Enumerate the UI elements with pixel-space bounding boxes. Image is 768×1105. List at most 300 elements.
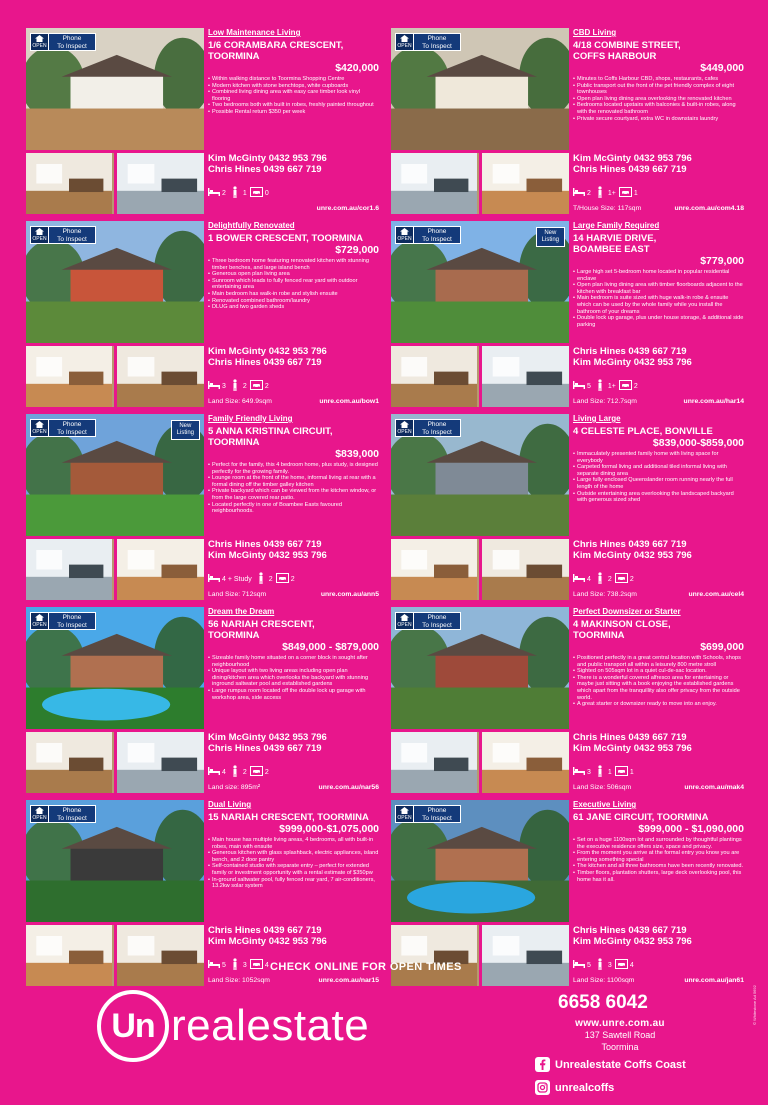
agent-contact[interactable]: Kim McGinty 0432 953 796 — [208, 550, 327, 561]
badge-phone-text: Phone — [62, 35, 82, 42]
feature-bullet: • The kitchen and all three bathrooms have been recently renovated. — [573, 863, 744, 870]
agent-contact[interactable]: Chris Hines 0439 667 719 — [573, 925, 687, 936]
thumbnail-photo[interactable] — [391, 732, 479, 793]
listing-info — [208, 607, 379, 793]
thumbnail-strip — [391, 925, 569, 986]
phone-to-inspect-badge — [395, 805, 461, 823]
feature-bullet: • Large high set 5-bedroom home located in popular residential enclave — [573, 269, 744, 282]
listing-address: 5 ANNA KRISTINA CIRCUIT, TOORMINA — [208, 426, 333, 448]
feature-bullet: • Located perfectly in one of Boambee Easts favoured neighbourhoods. — [208, 502, 379, 515]
car-icon — [615, 766, 628, 778]
listing-price: $699,000 — [700, 641, 744, 653]
car-count: 4 — [629, 961, 634, 969]
listing-url[interactable]: unre.com.au/jan61 — [684, 977, 744, 984]
thumbnail-photo[interactable] — [391, 153, 479, 214]
feature-bullet: • Main house has multiple living areas, 4 bedrooms, all with built-in robes, main with ensuite — [208, 837, 379, 850]
land-size: Land Size: 506sqm — [573, 784, 632, 791]
listing-price: $779,000 — [700, 255, 744, 267]
property-photo[interactable] — [26, 414, 204, 536]
listing-address: 4/18 COMBINE STREET, COFFS HARBOUR — [573, 40, 681, 62]
listing-price: $839,000-$859,000 — [652, 437, 744, 449]
phone-to-inspect-badge — [395, 612, 461, 630]
car-icon — [615, 959, 628, 971]
unrealestate-logo[interactable] — [97, 990, 369, 1062]
phone-to-inspect-badge — [30, 612, 96, 630]
land-size: Land Size: 649.9sqm — [208, 398, 272, 405]
agent-contact[interactable]: Kim McGinty 0432 953 796 — [573, 153, 692, 164]
listing-info — [208, 28, 379, 214]
badge-inspect-text: To Inspect — [57, 814, 87, 822]
listing-card[interactable] — [26, 28, 379, 214]
feature-list — [573, 269, 744, 328]
feature-bullet: • Possible Rental return $350 per week — [208, 109, 379, 116]
town: Toormina — [601, 1042, 639, 1052]
agents — [573, 346, 744, 368]
bed-icon — [573, 188, 585, 198]
office-phone[interactable]: 6658 6042 — [558, 992, 648, 1013]
phone-to-inspect-badge — [395, 419, 461, 437]
car-icon — [276, 573, 289, 585]
feature-bullet: • Main bedroom is suite sized with huge walk-in robe & ensuite which can be used by the whole family while you install the bathroom of your dreams — [573, 295, 744, 315]
thumbnail-strip — [26, 153, 204, 214]
property-features — [208, 571, 295, 587]
listing-suburb: TOORMINA — [208, 437, 260, 448]
listing-info — [573, 28, 744, 214]
thumbnail-photo[interactable] — [482, 732, 570, 793]
thumbnail-photo[interactable] — [117, 732, 205, 793]
bath-count: 2 — [242, 768, 247, 776]
feature-bullet: • Within walking distance to Toormina Shopping Centre — [208, 76, 379, 83]
open-house-icon: OPEN — [396, 806, 414, 822]
property-features — [573, 378, 638, 394]
feature-bullet: • Double lock up garage, plus under house storage, & additional side parking — [573, 315, 744, 328]
feature-list — [573, 451, 744, 504]
bed-count: 5 — [587, 382, 591, 390]
listing-price: $420,000 — [335, 62, 379, 74]
instagram-icon — [535, 1080, 550, 1095]
listing-price: $849,000 - $879,000 — [282, 641, 379, 653]
bed-icon — [573, 574, 585, 584]
listing-heading: Executive Living — [573, 800, 637, 809]
thumbnail-strip — [26, 346, 204, 407]
listing-price: $999,000 - $1,090,000 — [638, 823, 744, 835]
bed-count: 4 + Study — [222, 575, 252, 583]
bath-count: 2 — [268, 575, 273, 583]
listing-card[interactable] — [391, 800, 744, 986]
website-link[interactable]: www.unre.com.au — [575, 1018, 665, 1029]
listing-address: 1/6 CORAMBARA CRESCENT, TOORMINA — [208, 40, 344, 62]
listing-footer — [573, 976, 744, 985]
property-features — [208, 185, 269, 201]
thumbnail-photo[interactable] — [117, 346, 205, 407]
bed-icon — [208, 188, 220, 198]
badge-phone-text: Phone — [427, 807, 447, 814]
property-photo[interactable] — [26, 800, 204, 922]
listing-info — [573, 800, 744, 986]
facebook-link[interactable] — [535, 1057, 686, 1072]
agent-contact[interactable]: Kim McGinty 0432 953 796 — [573, 357, 692, 368]
listing-url[interactable]: unre.com.au/cel4 — [688, 591, 744, 598]
thumbnail-photo[interactable] — [482, 153, 570, 214]
agents — [573, 539, 744, 561]
property-photo[interactable] — [391, 414, 569, 536]
badge-phone-text: Phone — [427, 614, 447, 621]
bath-icon — [229, 958, 241, 972]
listing-address: 4 MAKINSON CLOSE, TOORMINA — [573, 619, 671, 641]
car-icon — [250, 187, 263, 199]
listing-address: 14 HARVIE DRIVE, BOAMBEE EAST — [573, 233, 657, 255]
badge-inspect-text: To Inspect — [422, 235, 452, 243]
thumbnail-photo[interactable] — [117, 925, 205, 986]
property-features — [573, 764, 634, 780]
bath-icon — [229, 765, 241, 779]
bath-icon — [229, 379, 241, 393]
feature-bullet: • Sunroom which leads to fully fenced rear yard with outdoor entertaining area — [208, 278, 379, 291]
listing-card[interactable] — [26, 221, 379, 407]
feature-bullet: • Private secure courtyard, extra WC in downstairs laundry — [573, 116, 744, 123]
listing-footer — [208, 397, 379, 406]
agent-contact[interactable]: Chris Hines 0439 667 719 — [208, 539, 322, 550]
property-features — [573, 957, 634, 973]
listing-info — [208, 414, 379, 600]
car-icon — [619, 380, 632, 392]
bath-icon — [594, 572, 606, 586]
badge-phone-text: Phone — [62, 421, 82, 428]
thumbnail-photo[interactable] — [26, 346, 114, 407]
listing-url[interactable]: unre.com.au/ann5 — [320, 591, 379, 598]
thumbnail-photo[interactable] — [482, 346, 570, 407]
feature-bullet: • Perfect for the family, this 4 bedroom home, plus study, is designed perfectly for the growing family. — [208, 462, 379, 475]
agent-contact[interactable]: Kim McGinty 0432 953 796 — [208, 936, 327, 947]
listing-card[interactable] — [391, 221, 744, 407]
feature-bullet: • Renovated combined bathroom/laundry — [208, 298, 379, 305]
badge-inspect-text: To Inspect — [57, 235, 87, 243]
property-features — [208, 957, 269, 973]
thumbnail-photo[interactable] — [26, 925, 114, 986]
open-house-icon: OPEN — [396, 227, 414, 243]
thumbnail-strip — [391, 153, 569, 214]
listing-card[interactable] — [26, 800, 379, 986]
open-house-icon: OPEN — [31, 34, 49, 50]
fine-print: © Whitestone Ad 5692 — [752, 985, 757, 1025]
open-house-icon: OPEN — [396, 613, 414, 629]
bath-count: 2 — [242, 382, 247, 390]
feature-bullet: • Positioned perfectly in a great central location with Schools, shops and public transport all within a leisurely 800 metre stroll — [573, 655, 744, 668]
listing-url[interactable]: unre.com.au/com4.18 — [674, 205, 744, 212]
agent-contact[interactable]: Chris Hines 0439 667 719 — [208, 743, 322, 754]
bath-icon — [255, 572, 267, 586]
feature-bullet: • Self-contained studio with separate entry – perfect for extended family or investment opportunity with a rental estimate of $350pw — [208, 863, 379, 876]
property-photo[interactable] — [26, 607, 204, 729]
car-count: 1 — [629, 768, 634, 776]
feature-bullet: • Outside entertaining area overlooking the landscaped backyard with generous sized shed — [573, 491, 744, 504]
bed-icon — [573, 767, 585, 777]
thumbnail-strip — [26, 925, 204, 986]
listings-grid — [26, 28, 744, 986]
badge-inspect-text: To Inspect — [57, 428, 87, 436]
car-count: 1 — [633, 189, 638, 197]
listing-url[interactable]: unre.com.au/bow1 — [319, 398, 379, 405]
listing-heading: CBD Living — [573, 28, 617, 37]
property-photo[interactable] — [26, 28, 204, 150]
listing-footer — [208, 204, 379, 213]
listing-price: $839,000 — [335, 448, 379, 460]
listing-url[interactable]: unre.com.au/nar56 — [318, 784, 379, 791]
thumbnail-strip — [391, 539, 569, 600]
feature-list — [208, 76, 379, 116]
new-listing-badge: New Listing — [171, 420, 200, 440]
bath-icon — [594, 958, 606, 972]
feature-bullet: • Generous open plan living area — [208, 271, 379, 278]
logo-ring: Un — [97, 990, 169, 1062]
car-count: 2 — [633, 382, 638, 390]
listing-url[interactable]: unre.com.au/cor1.6 — [316, 205, 379, 212]
bath-count: 2 — [607, 575, 612, 583]
land-size: T/House Size: 117sqm — [573, 205, 642, 212]
phone-to-inspect-badge — [30, 226, 96, 244]
bed-count: 3 — [222, 382, 226, 390]
listing-footer — [208, 590, 379, 599]
bed-count: 4 — [587, 575, 591, 583]
bed-count: 4 — [222, 768, 226, 776]
feature-bullet: • Private backyard which can be viewed from the kitchen window, or from the large covered rear patio. — [208, 488, 379, 501]
agent-contact[interactable]: Chris Hines 0439 667 719 — [573, 539, 687, 550]
badge-inspect-text: To Inspect — [57, 42, 87, 50]
car-icon — [250, 959, 263, 971]
thumbnail-photo[interactable] — [26, 732, 114, 793]
land-size: Land size: 895m² — [208, 784, 261, 791]
property-photo[interactable] — [391, 800, 569, 922]
property-photo[interactable] — [391, 221, 569, 343]
thumbnail-strip — [391, 732, 569, 793]
bath-count: 3 — [607, 961, 612, 969]
feature-bullet: • Sighted on 505sqm lot in a quiet cul-de-sac location. — [573, 668, 744, 675]
listing-heading: Low Maintenance Living — [208, 28, 301, 37]
agent-contact[interactable]: Kim McGinty 0432 953 796 — [208, 732, 327, 743]
car-icon — [615, 573, 628, 585]
listing-heading: Dual Living — [208, 800, 252, 809]
land-size: Land Size: 712.7sqm — [573, 398, 637, 405]
agent-contact[interactable]: Chris Hines 0439 667 719 — [573, 732, 687, 743]
feature-bullet: • Public transport out the front of the pet friendly complex of eight townhouses — [573, 83, 744, 96]
social-links — [535, 1057, 686, 1095]
badge-phone-text: Phone — [62, 614, 82, 621]
badge-inspect-text: To Inspect — [422, 428, 452, 436]
listing-card[interactable] — [26, 414, 379, 600]
listing-suburb: TOORMINA — [573, 630, 625, 641]
land-size: Land Size: 1100sqm — [573, 977, 635, 984]
thumbnail-photo[interactable] — [482, 539, 570, 600]
agent-contact[interactable]: Kim McGinty 0432 953 796 — [208, 346, 327, 357]
listing-heading: Family Friendly Living — [208, 414, 293, 423]
phone-to-inspect-badge — [30, 805, 96, 823]
feature-bullet: • Large rumpus room located off the double lock up garage with workshop area, side access — [208, 688, 379, 701]
listing-info — [573, 221, 744, 407]
listing-url[interactable]: unre.com.au/har14 — [683, 398, 744, 405]
bath-icon — [594, 765, 606, 779]
agent-contact[interactable]: Kim McGinty 0432 953 796 — [573, 550, 692, 561]
bed-count: 2 — [587, 189, 591, 197]
feature-bullet: • A great starter or downsizer ready to move into an enjoy. — [573, 701, 744, 708]
listing-suburb: BOAMBEE EAST — [573, 244, 650, 255]
feature-bullet: • Modern kitchen with stone benchtops, white cupboards — [208, 83, 379, 90]
badge-inspect-text: To Inspect — [57, 621, 87, 629]
listing-info — [573, 414, 744, 600]
listing-footer — [208, 783, 379, 792]
listing-price: $999,000-$1,075,000 — [279, 823, 379, 835]
property-features — [208, 378, 269, 394]
feature-bullet: • Large fully enclosed Queenslander room running nearly the full length of the home — [573, 477, 744, 490]
car-count: 4 — [264, 961, 269, 969]
open-house-icon: OPEN — [31, 420, 49, 436]
property-features — [573, 571, 634, 587]
agents — [573, 732, 744, 754]
thumbnail-photo[interactable] — [117, 153, 205, 214]
agent-contact[interactable]: Chris Hines 0439 667 719 — [573, 164, 687, 175]
thumbnail-photo[interactable] — [391, 925, 479, 986]
listing-card[interactable] — [391, 28, 744, 214]
check-online-text: CHECK ONLINE FOR OPEN TIMES — [270, 961, 462, 973]
agent-contact[interactable]: Kim McGinty 0432 953 796 — [573, 936, 692, 947]
feature-bullet: • DLUG and two garden sheds — [208, 304, 379, 311]
thumbnail-photo[interactable] — [26, 539, 114, 600]
phone-to-inspect-badge — [395, 226, 461, 244]
thumbnail-strip — [26, 732, 204, 793]
listing-heading: Living Large — [573, 414, 621, 423]
instagram-label: unrealcoffs — [555, 1081, 615, 1094]
logo-word: realestate — [171, 1001, 370, 1050]
feature-bullet: • Main bedroom has walk-in robe and stylish ensuite — [208, 291, 379, 298]
bed-icon — [573, 381, 585, 391]
badge-phone-text: Phone — [427, 228, 447, 235]
badge-phone-text: Phone — [427, 421, 447, 428]
bed-icon — [573, 960, 585, 970]
agents — [573, 153, 744, 175]
listing-price: $449,000 — [700, 62, 744, 74]
listing-info — [208, 800, 379, 986]
agents — [208, 346, 379, 368]
car-count: 2 — [290, 575, 295, 583]
car-count: 2 — [264, 768, 269, 776]
feature-bullet: • Lounge room at the front of the home, informal living at rear with a formal dining off the timber galley kitchen — [208, 475, 379, 488]
feature-bullet: • Combined living dining area with easy care timber look vinyl flooring — [208, 89, 379, 102]
feature-bullet: • Immaculately presented family home with living space for everybody — [573, 451, 744, 464]
property-photo[interactable] — [391, 607, 569, 729]
listing-info — [208, 221, 379, 407]
car-icon — [250, 766, 263, 778]
feature-bullet: • Set on a huge 1100sqm lot and surrounded by thoughtful plantings the executive residence offers size, space and privacy. — [573, 837, 744, 850]
phone-to-inspect-badge — [30, 33, 96, 51]
property-features — [573, 185, 638, 201]
instagram-link[interactable] — [535, 1080, 686, 1095]
bed-count: 2 — [222, 189, 226, 197]
thumbnail-strip — [26, 539, 204, 600]
listing-footer — [573, 397, 744, 406]
feature-bullet: • Open plan living dining area overlooking the renovated kitchen — [573, 96, 744, 103]
feature-bullet: • Open plan living dining area with timber floorboards adjacent to the kitchen with breakfast bar — [573, 282, 744, 295]
listing-heading: Delightfully Renovated — [208, 221, 295, 230]
bath-count: 1 — [607, 768, 612, 776]
listing-suburb: TOORMINA — [208, 51, 260, 62]
open-house-icon: OPEN — [396, 420, 414, 436]
agent-contact[interactable]: Chris Hines 0439 667 719 — [208, 925, 322, 936]
feature-bullet: • Generous kitchen with glass splashback, electric appliances, island bench, and 2 door pantry — [208, 850, 379, 863]
feature-bullet: • Minutes to Coffs Harbour CBD, shops, restaurants, cafes — [573, 76, 744, 83]
land-size: Land Size: 738.2sqm — [573, 591, 637, 598]
bath-count: 1+ — [607, 189, 616, 197]
listing-card[interactable] — [391, 607, 744, 793]
feature-bullet: • Two bedrooms both with built in robes, freshly painted throughout — [208, 102, 379, 109]
listing-heading: Perfect Downsizer or Starter — [573, 607, 681, 616]
open-house-icon: OPEN — [31, 613, 49, 629]
feature-list — [208, 837, 379, 890]
feature-bullet: • Unique layout with two living areas including open plan dining/kitchen area which overlooks the backyard with stunning inground saltwater pool and established gardens — [208, 668, 379, 688]
new-listing-badge: New Listing — [536, 227, 565, 247]
feature-bullet: • In-ground saltwater pool, fully fenced rear yard, 7 air-conditioners, 13.2kw solar system — [208, 877, 379, 890]
bath-icon — [594, 379, 606, 393]
feature-list — [573, 655, 744, 708]
agent-contact[interactable]: Chris Hines 0439 667 719 — [573, 346, 687, 357]
badge-inspect-text: To Inspect — [422, 42, 452, 50]
agents — [208, 539, 379, 561]
feature-bullet: • Sizeable family home situated on a corner block in sought after neighbourhood — [208, 655, 379, 668]
car-count: 0 — [264, 189, 269, 197]
listing-address: 56 NARIAH CRESCENT, TOORMINA — [208, 619, 315, 641]
agent-contact[interactable]: Chris Hines 0439 667 719 — [208, 164, 322, 175]
facebook-icon — [535, 1057, 550, 1072]
listing-address: 4 CELESTE PLACE, BONVILLE — [573, 426, 713, 437]
listing-url[interactable]: unre.com.au/nar15 — [318, 977, 379, 984]
car-icon — [619, 187, 632, 199]
agent-contact[interactable]: Kim McGinty 0432 953 796 — [573, 743, 692, 754]
feature-bullet: • Three bedroom home featuring renovated kitchen with stunning timber benches, and large island bench — [208, 258, 379, 271]
thumbnail-photo[interactable] — [391, 346, 479, 407]
badge-phone-text: Phone — [62, 228, 82, 235]
agent-contact[interactable]: Kim McGinty 0432 953 796 — [208, 153, 327, 164]
listing-address: 1 BOWER CRESCENT, TOORMINA — [208, 233, 364, 244]
listing-heading: Dream the Dream — [208, 607, 275, 616]
land-size: Land Size: 712sqm — [208, 591, 267, 598]
thumbnail-photo[interactable] — [482, 925, 570, 986]
listing-url[interactable]: unre.com.au/mak4 — [684, 784, 744, 791]
contact-block — [530, 992, 710, 1053]
listing-info — [573, 607, 744, 793]
listing-address: 61 JANE CIRCUIT, TOORMINA — [573, 812, 709, 823]
feature-bullet: • Carpeted formal living and additional tiled informal living with separate dining area — [573, 464, 744, 477]
agents — [208, 925, 379, 947]
listing-footer — [573, 590, 744, 599]
thumbnail-photo[interactable] — [117, 539, 205, 600]
car-count: 2 — [264, 382, 269, 390]
bed-count: 5 — [222, 961, 226, 969]
feature-list — [208, 655, 379, 701]
car-count: 2 — [629, 575, 634, 583]
bath-icon — [594, 186, 606, 200]
listing-card[interactable] — [26, 607, 379, 793]
bath-count: 1+ — [607, 382, 616, 390]
feature-list — [573, 837, 744, 883]
open-house-icon: OPEN — [31, 227, 49, 243]
bed-count: 3 — [587, 768, 591, 776]
thumbnail-photo[interactable] — [26, 153, 114, 214]
thumbnail-photo[interactable] — [391, 539, 479, 600]
listing-heading: Large Family Required — [573, 221, 660, 230]
property-photo[interactable] — [26, 221, 204, 343]
property-photo[interactable] — [391, 28, 569, 150]
listing-card[interactable] — [391, 414, 744, 600]
thumbnail-strip — [391, 346, 569, 407]
agent-contact[interactable]: Chris Hines 0439 667 719 — [208, 357, 322, 368]
